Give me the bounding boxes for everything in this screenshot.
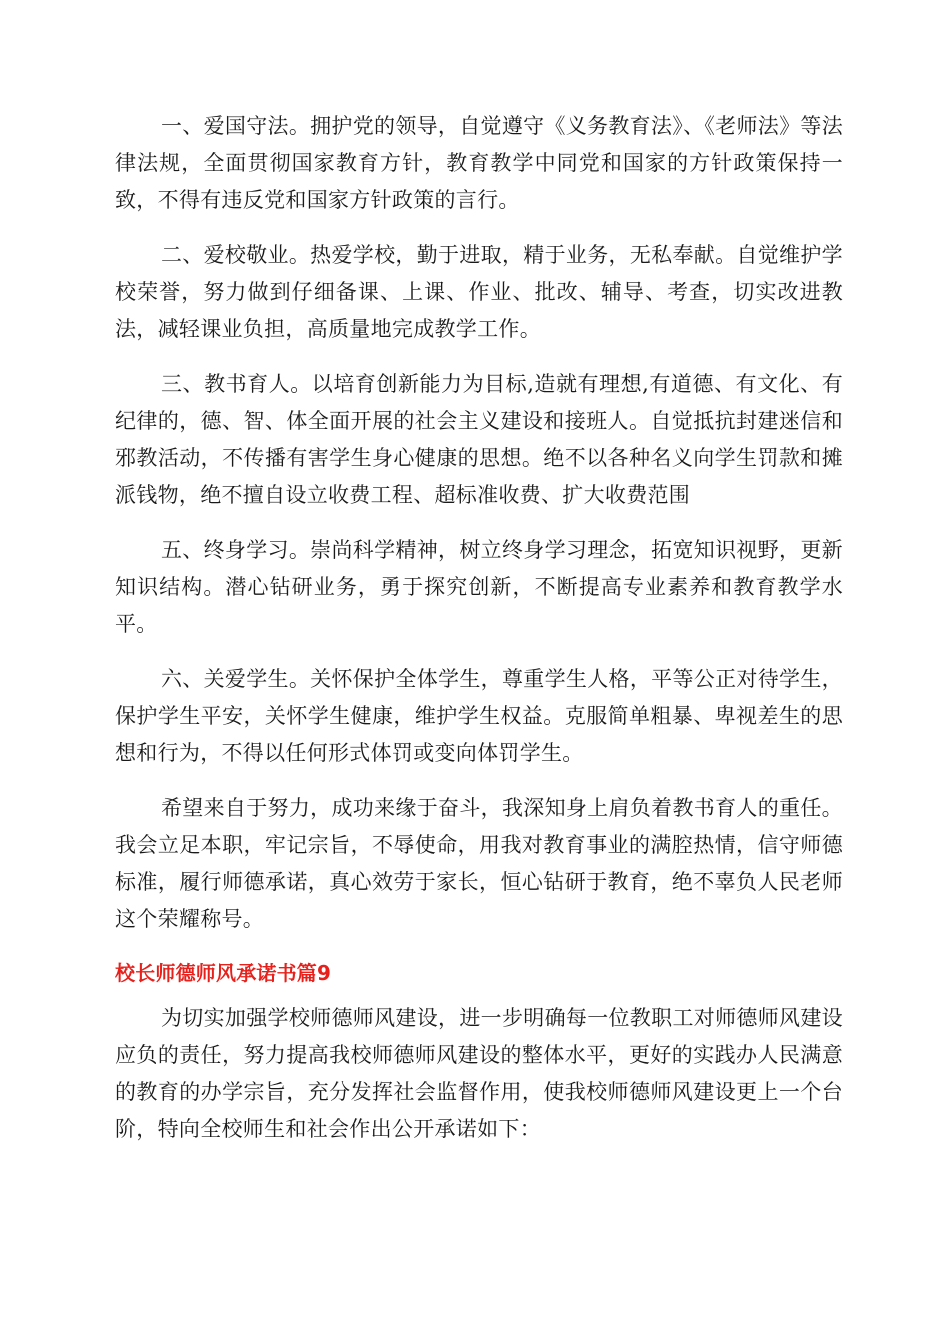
paragraph-educating: 三、教书育人。以培育创新能力为目标,造就有理想,有道德、有文化、有纪律的，德、智、体全面开展的社会主义建设和接班人。自觉抵抗封建迷信和邪教活动，不传播有害学生身心健康的思想。绝不以各种名义向学生罚款和摊派钱物，绝不擅自设立收费工程、超标准收费、扩大收费范围 xyxy=(115,372,843,507)
document-body xyxy=(115,108,843,1166)
paragraph-closing: 希望来自于努力，成功来缘于奋斗，我深知身上肩负着教书育人的重任。我会立足本职，牢记宗旨，不辱使命，用我对教育事业的满腔热情，信守师德标准，履行师德承诺，真心效劳于家长，恒心钻研于教育，绝不辜负人民老师这个荣耀称号。 xyxy=(115,796,843,931)
paragraph-lifelong-learning: 五、终身学习。崇尚科学精神，树立终身学习理念，拓宽知识视野，更新知识结构。潜心钻研业务，勇于探究创新，不断提高专业素养和教育教学水平。 xyxy=(115,538,843,636)
paragraph-dedication: 二、爱校敬业。热爱学校，勤于进取，精于业务，无私奉献。自觉维护学校荣誉，努力做到仔细备课、上课、作业、批改、辅导、考查，切实改进教法，减轻课业负担，高质量地完成教学工作。 xyxy=(115,243,843,341)
section-heading: 校长师德师风承诺书篇9 xyxy=(115,961,332,985)
paragraph-patriotism: 一、爱国守法。拥护党的领导，自觉遵守《义务教育法》、《老师法》等法律法规，全面贯彻国家教育方针，教育教学中同党和国家的方针政策保持一致，不得有违反党和国家方针政策的言行。 xyxy=(115,114,843,212)
paragraph-caring-students: 六、关爱学生。关怀保护全体学生，尊重学生人格，平等公正对待学生，保护学生平安，关怀学生健康，维护学生权益。克服简单粗暴、卑视差生的思想和行为，不得以任何形式体罚或变向体罚学生。 xyxy=(115,667,843,765)
paragraph-section-intro: 为切实加强学校师德师风建设，进一步明确每一位教职工对师德师风建设应负的责任，努力提高我校师德师风建设的整体水平，更好的实践办人民满意的教育的办学宗旨，充分发挥社会监督作用，使我校师德师风建设更上一个台阶，特向全校师生和社会作出公开承诺如下： xyxy=(115,1006,843,1141)
